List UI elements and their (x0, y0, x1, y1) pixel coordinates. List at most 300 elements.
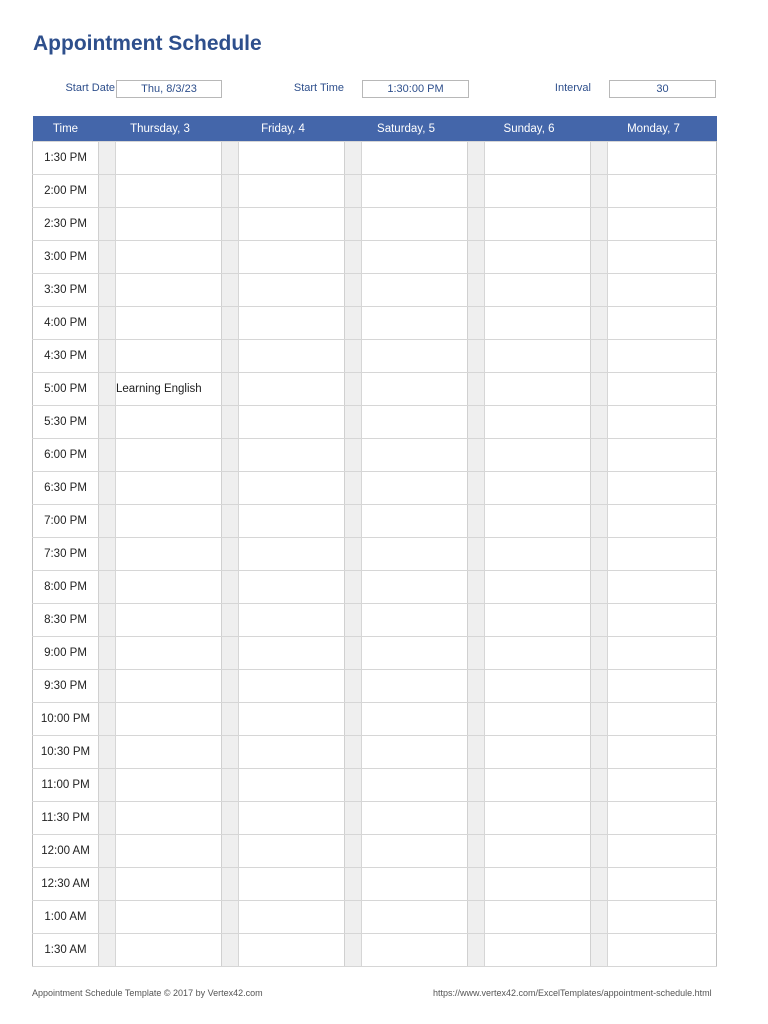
appointment-cell[interactable] (362, 670, 468, 703)
page-title: Appointment Schedule (33, 32, 262, 55)
header-row (33, 116, 717, 142)
appointment-cell[interactable] (116, 901, 222, 934)
slot-gutter (99, 439, 116, 472)
slot-gutter (222, 538, 239, 571)
slot-gutter (99, 175, 116, 208)
slot-gutter (345, 868, 362, 901)
slot-gutter (99, 208, 116, 241)
appointment-cell[interactable] (485, 901, 591, 934)
appointment-cell[interactable] (485, 769, 591, 802)
slot-gutter (468, 835, 485, 868)
appointment-cell[interactable] (485, 670, 591, 703)
slot-gutter (99, 373, 116, 406)
slot-gutter (468, 373, 485, 406)
slot-gutter (468, 340, 485, 373)
appointment-cell[interactable] (485, 274, 591, 307)
slot-gutter (345, 670, 362, 703)
time-slot: 1:30 PM (33, 142, 99, 175)
appointment-cell[interactable] (608, 175, 717, 208)
time-slot: 11:30 PM (33, 802, 99, 835)
appointment-cell[interactable] (608, 835, 717, 868)
slot-gutter (468, 604, 485, 637)
slot-gutter (222, 703, 239, 736)
appointment-cell[interactable] (239, 604, 345, 637)
appointment-cell[interactable] (362, 538, 468, 571)
appointment-cell[interactable] (362, 505, 468, 538)
appointment-cell[interactable] (608, 571, 717, 604)
slot-gutter (468, 505, 485, 538)
appointment-cell[interactable] (116, 340, 222, 373)
appointment-cell[interactable] (239, 538, 345, 571)
slot-gutter (345, 505, 362, 538)
time-slot: 9:30 PM (33, 670, 99, 703)
appointment-cell[interactable] (362, 637, 468, 670)
slot-gutter (468, 307, 485, 340)
slot-gutter (345, 538, 362, 571)
appointment-cell[interactable] (239, 703, 345, 736)
appointment-cell[interactable] (485, 241, 591, 274)
time-slot: 1:30 AM (33, 934, 99, 967)
slot-gutter (591, 208, 608, 241)
slot-gutter (591, 769, 608, 802)
start-date-label: Start Date (65, 82, 115, 94)
slot-gutter (222, 241, 239, 274)
time-slot: 12:30 AM (33, 868, 99, 901)
appointment-cell[interactable] (608, 934, 717, 967)
slot-gutter (345, 175, 362, 208)
slot-gutter (99, 142, 116, 175)
slot-gutter (99, 274, 116, 307)
footer-copyright: Appointment Schedule Template © 2017 by Vertex42.com (32, 988, 263, 998)
slot-gutter (99, 604, 116, 637)
appointment-cell[interactable] (116, 175, 222, 208)
time-slot: 9:00 PM (33, 637, 99, 670)
appointment-cell[interactable] (485, 406, 591, 439)
slot-gutter (468, 439, 485, 472)
slot-gutter (345, 835, 362, 868)
table-row (33, 703, 717, 736)
appointment-cell[interactable] (608, 802, 717, 835)
time-slot: 4:00 PM (33, 307, 99, 340)
slot-gutter (345, 373, 362, 406)
appointment-cell[interactable] (608, 373, 717, 406)
appointment-cell[interactable]: Learning English (116, 373, 222, 406)
slot-gutter (222, 307, 239, 340)
start-date-field[interactable]: Thu, 8/3/23 (116, 80, 222, 98)
slot-gutter (591, 406, 608, 439)
appointment-cell[interactable] (362, 340, 468, 373)
appointment-cell[interactable] (485, 142, 591, 175)
slot-gutter (99, 505, 116, 538)
time-slot: 7:00 PM (33, 505, 99, 538)
time-slot: 4:30 PM (33, 340, 99, 373)
appointment-cell[interactable] (608, 901, 717, 934)
slot-gutter (222, 175, 239, 208)
slot-gutter (591, 472, 608, 505)
appointment-cell[interactable] (362, 769, 468, 802)
appointment-cell[interactable] (362, 835, 468, 868)
appointment-cell[interactable] (608, 505, 717, 538)
slot-gutter (468, 571, 485, 604)
appointment-cell[interactable] (116, 802, 222, 835)
appointment-cell[interactable] (239, 769, 345, 802)
appointment-cell[interactable] (608, 340, 717, 373)
appointment-cell[interactable] (362, 274, 468, 307)
appointment-cell[interactable] (116, 769, 222, 802)
appointment-cell[interactable] (362, 307, 468, 340)
slot-gutter (222, 340, 239, 373)
slot-gutter (222, 208, 239, 241)
appointment-cell[interactable] (608, 769, 717, 802)
slot-gutter (468, 868, 485, 901)
slot-gutter (345, 241, 362, 274)
appointment-cell[interactable] (239, 868, 345, 901)
slot-gutter (345, 934, 362, 967)
slot-gutter (468, 406, 485, 439)
slot-gutter (591, 307, 608, 340)
slot-gutter (591, 637, 608, 670)
appointment-cell[interactable] (239, 934, 345, 967)
table-row (33, 802, 717, 835)
slot-gutter (345, 439, 362, 472)
slot-gutter (591, 604, 608, 637)
appointment-cell[interactable] (116, 241, 222, 274)
slot-gutter (591, 835, 608, 868)
slot-gutter (345, 736, 362, 769)
appointment-cell[interactable] (116, 934, 222, 967)
column-header-day: Friday, 4 (222, 116, 345, 142)
appointment-cell[interactable] (362, 175, 468, 208)
appointment-cell[interactable] (362, 868, 468, 901)
appointment-cell[interactable] (608, 604, 717, 637)
appointment-cell[interactable] (362, 571, 468, 604)
slot-gutter (222, 604, 239, 637)
appointment-cell[interactable] (116, 736, 222, 769)
table-row (33, 934, 717, 967)
appointment-cell[interactable] (485, 472, 591, 505)
footer-url[interactable]: https://www.vertex42.com/ExcelTemplates/appointment-schedule.html (433, 988, 712, 998)
appointment-cell[interactable] (239, 142, 345, 175)
appointment-cell[interactable] (239, 241, 345, 274)
slot-gutter (468, 142, 485, 175)
appointment-cell[interactable] (239, 571, 345, 604)
column-header-day: Thursday, 3 (99, 116, 222, 142)
appointment-cell[interactable] (239, 406, 345, 439)
slot-gutter (591, 505, 608, 538)
table-row (33, 472, 717, 505)
table-row (33, 142, 717, 175)
appointment-cell[interactable] (116, 637, 222, 670)
appointment-cell[interactable] (116, 472, 222, 505)
time-slot: 7:30 PM (33, 538, 99, 571)
appointment-cell[interactable] (116, 604, 222, 637)
time-slot: 11:00 PM (33, 769, 99, 802)
appointment-cell[interactable] (116, 571, 222, 604)
slot-gutter (345, 802, 362, 835)
table-row (33, 208, 717, 241)
appointment-cell[interactable] (485, 505, 591, 538)
appointment-cell[interactable] (608, 472, 717, 505)
appointment-cell[interactable] (116, 835, 222, 868)
appointment-cell[interactable] (239, 439, 345, 472)
appointment-cell[interactable] (362, 703, 468, 736)
slot-gutter (591, 538, 608, 571)
slot-gutter (345, 406, 362, 439)
time-slot: 5:30 PM (33, 406, 99, 439)
column-header-day: Sunday, 6 (468, 116, 591, 142)
appointment-cell[interactable] (116, 538, 222, 571)
appointment-cell[interactable] (485, 538, 591, 571)
slot-gutter (591, 670, 608, 703)
slot-gutter (99, 241, 116, 274)
slot-gutter (222, 472, 239, 505)
slot-gutter (345, 637, 362, 670)
slot-gutter (99, 802, 116, 835)
appointment-cell[interactable] (608, 538, 717, 571)
appointment-cell[interactable] (116, 670, 222, 703)
appointment-cell[interactable] (485, 175, 591, 208)
appointment-cell[interactable] (239, 373, 345, 406)
table-row (33, 340, 717, 373)
appointment-cell[interactable] (485, 934, 591, 967)
time-slot: 3:00 PM (33, 241, 99, 274)
slot-gutter (222, 637, 239, 670)
appointment-cell[interactable] (362, 241, 468, 274)
slot-gutter (222, 571, 239, 604)
slot-gutter (468, 175, 485, 208)
appointment-cell[interactable] (608, 703, 717, 736)
slot-gutter (99, 703, 116, 736)
slot-gutter (345, 769, 362, 802)
slot-gutter (468, 901, 485, 934)
appointment-cell[interactable] (608, 208, 717, 241)
appointment-cell[interactable] (485, 604, 591, 637)
appointment-cell[interactable] (239, 307, 345, 340)
appointment-cell[interactable] (362, 604, 468, 637)
slot-gutter (345, 571, 362, 604)
slot-gutter (222, 934, 239, 967)
appointment-cell[interactable] (485, 571, 591, 604)
appointment-cell[interactable] (116, 439, 222, 472)
appointment-cell[interactable] (608, 307, 717, 340)
appointment-cell[interactable] (608, 406, 717, 439)
column-header-day: Saturday, 5 (345, 116, 468, 142)
slot-gutter (345, 901, 362, 934)
slot-gutter (468, 769, 485, 802)
slot-gutter (591, 439, 608, 472)
slot-gutter (591, 274, 608, 307)
slot-gutter (222, 373, 239, 406)
appointment-cell[interactable] (239, 901, 345, 934)
appointment-cell[interactable] (485, 736, 591, 769)
table-row (33, 571, 717, 604)
appointment-cell[interactable] (239, 736, 345, 769)
appointment-cell[interactable] (362, 472, 468, 505)
slot-gutter (591, 703, 608, 736)
time-slot: 12:00 AM (33, 835, 99, 868)
slot-gutter (99, 934, 116, 967)
appointment-cell[interactable] (485, 835, 591, 868)
appointment-cell[interactable] (362, 373, 468, 406)
appointment-cell[interactable] (362, 934, 468, 967)
slot-gutter (591, 142, 608, 175)
appointment-cell[interactable] (485, 208, 591, 241)
slot-gutter (99, 670, 116, 703)
time-slot: 3:30 PM (33, 274, 99, 307)
appointment-cell[interactable] (362, 142, 468, 175)
appointment-cell[interactable] (362, 208, 468, 241)
appointment-cell[interactable] (239, 274, 345, 307)
appointment-cell[interactable] (239, 472, 345, 505)
slot-gutter (345, 703, 362, 736)
slot-gutter (591, 241, 608, 274)
appointment-cell[interactable] (608, 439, 717, 472)
slot-gutter (222, 274, 239, 307)
slot-gutter (591, 736, 608, 769)
slot-gutter (468, 472, 485, 505)
appointment-cell[interactable] (239, 175, 345, 208)
appointment-cell[interactable] (116, 307, 222, 340)
table-row (33, 868, 717, 901)
slot-gutter (99, 769, 116, 802)
table-row (33, 175, 717, 208)
slot-gutter (468, 241, 485, 274)
slot-gutter (468, 208, 485, 241)
appointment-cell[interactable] (116, 142, 222, 175)
slot-gutter (222, 736, 239, 769)
slot-gutter (591, 934, 608, 967)
appointment-cell[interactable] (362, 736, 468, 769)
slot-gutter (468, 670, 485, 703)
time-slot: 5:00 PM (33, 373, 99, 406)
appointment-cell[interactable] (116, 868, 222, 901)
interval-label: Interval (554, 82, 591, 94)
table-row (33, 274, 717, 307)
appointment-cell[interactable] (485, 340, 591, 373)
time-slot: 2:30 PM (33, 208, 99, 241)
appointment-cell[interactable] (362, 439, 468, 472)
appointment-cell[interactable] (485, 373, 591, 406)
slot-gutter (468, 637, 485, 670)
table-row (33, 373, 717, 406)
appointment-cell[interactable] (116, 208, 222, 241)
table-row (33, 835, 717, 868)
appointment-cell[interactable] (362, 802, 468, 835)
column-header-day: Monday, 7 (591, 116, 717, 142)
slot-gutter (99, 736, 116, 769)
slot-gutter (222, 406, 239, 439)
table-row (33, 439, 717, 472)
start-time-label: Start Time (293, 82, 344, 94)
schedule-table (32, 116, 717, 967)
interval-field[interactable]: 30 (609, 80, 716, 98)
appointment-cell[interactable] (485, 802, 591, 835)
appointment-cell[interactable] (362, 406, 468, 439)
appointment-cell[interactable] (239, 802, 345, 835)
time-slot: 6:00 PM (33, 439, 99, 472)
slot-gutter (99, 340, 116, 373)
appointment-cell[interactable] (608, 670, 717, 703)
appointment-cell[interactable] (239, 835, 345, 868)
appointment-cell[interactable] (116, 274, 222, 307)
appointment-cell[interactable] (608, 274, 717, 307)
appointment-cell[interactable] (239, 505, 345, 538)
table-row (33, 505, 717, 538)
table-row (33, 307, 717, 340)
appointment-cell[interactable] (239, 340, 345, 373)
appointment-cell[interactable] (116, 505, 222, 538)
table-row (33, 901, 717, 934)
appointment-cell[interactable] (608, 142, 717, 175)
slot-gutter (591, 868, 608, 901)
slot-gutter (468, 274, 485, 307)
table-row (33, 538, 717, 571)
slot-gutter (591, 373, 608, 406)
slot-gutter (345, 604, 362, 637)
start-time-field[interactable]: 1:30:00 PM (362, 80, 469, 98)
slot-gutter (591, 340, 608, 373)
time-slot: 8:00 PM (33, 571, 99, 604)
appointment-cell[interactable] (485, 703, 591, 736)
slot-gutter (468, 736, 485, 769)
slot-gutter (99, 307, 116, 340)
slot-gutter (222, 802, 239, 835)
slot-gutter (99, 901, 116, 934)
time-slot: 10:30 PM (33, 736, 99, 769)
slot-gutter (468, 934, 485, 967)
table-row (33, 406, 717, 439)
slot-gutter (468, 538, 485, 571)
time-slot: 10:00 PM (33, 703, 99, 736)
slot-gutter (222, 670, 239, 703)
appointment-cell[interactable] (608, 868, 717, 901)
appointment-cell[interactable] (116, 703, 222, 736)
appointment-cell[interactable] (485, 439, 591, 472)
appointment-cell[interactable] (485, 637, 591, 670)
column-header-time: Time (33, 116, 99, 142)
slot-gutter (99, 868, 116, 901)
slot-gutter (99, 571, 116, 604)
slot-gutter (222, 868, 239, 901)
appointment-cell[interactable] (608, 637, 717, 670)
table-row (33, 637, 717, 670)
appointment-cell[interactable] (485, 868, 591, 901)
table-row (33, 670, 717, 703)
appointment-cell[interactable] (485, 307, 591, 340)
slot-gutter (468, 802, 485, 835)
slot-gutter (591, 802, 608, 835)
appointment-cell[interactable] (239, 637, 345, 670)
slot-gutter (99, 406, 116, 439)
appointment-cell[interactable] (239, 670, 345, 703)
slot-gutter (99, 835, 116, 868)
slot-gutter (99, 472, 116, 505)
time-slot: 1:00 AM (33, 901, 99, 934)
slot-gutter (345, 307, 362, 340)
slot-gutter (99, 538, 116, 571)
slot-gutter (345, 274, 362, 307)
slot-gutter (468, 703, 485, 736)
table-row (33, 604, 717, 637)
slot-gutter (222, 835, 239, 868)
table-row (33, 736, 717, 769)
appointment-cell[interactable] (116, 406, 222, 439)
appointment-cell[interactable] (239, 208, 345, 241)
appointment-cell[interactable] (362, 901, 468, 934)
appointment-cell[interactable] (608, 736, 717, 769)
slot-gutter (345, 472, 362, 505)
appointment-cell[interactable] (608, 241, 717, 274)
